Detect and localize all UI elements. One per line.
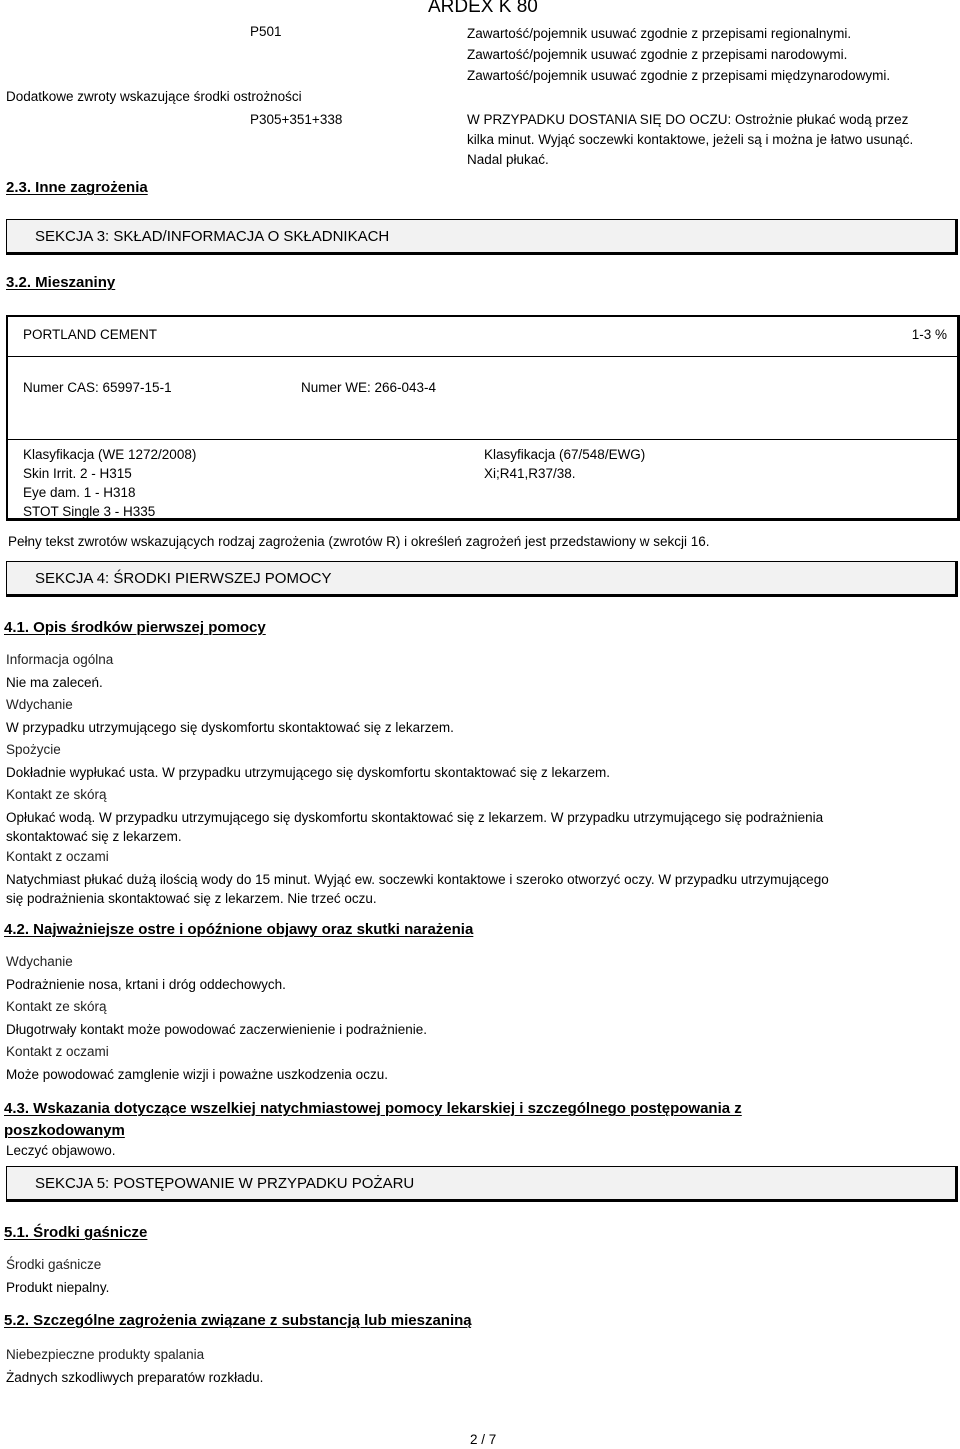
p501-line-1: Zawartość/pojemnik usuwać zgodnie z przepisami regionalnymi. — [467, 26, 852, 41]
item-text: Długotrwały kontakt może powodować zaczerwienienie i podrażnienie. — [6, 1022, 427, 1037]
item-text: Produkt niepalny. — [6, 1280, 110, 1295]
item-text: Podrażnienie nosa, krtani i dróg oddechowych. — [6, 977, 286, 992]
item-text: Opłukać wodą. W przypadku utrzymującego się dyskomfortu skontaktować się z lekarzem. W przypadku utrzymującego się podrażnienia — [6, 810, 824, 825]
ingredient-table — [6, 315, 960, 521]
item-label: Kontakt z oczami — [6, 849, 109, 864]
item-text: W przypadku utrzymującego się dyskomfortu skontaktować się z lekarzem. — [6, 720, 454, 735]
heading-5-2: 5.2. Szczególne zagrożenia związane z substancją lub mieszaniną — [4, 1312, 472, 1329]
item-text: Może powodować zamglenie wizji i poważne uszkodzenia oczu. — [6, 1067, 388, 1082]
page-number: 2 / 7 — [470, 1432, 497, 1447]
item-label: Środki gaśnicze — [6, 1257, 102, 1272]
p305-line-1: W PRZYPADKU DOSTANIA SIĘ DO OCZU: Ostrożnie płukać wodą przez — [467, 112, 909, 127]
clp-title: Klasyfikacja (WE 1272/2008) — [23, 447, 197, 462]
p501-code: P501 — [250, 24, 282, 39]
item-label: Wdychanie — [6, 697, 73, 712]
precautionary-label: Dodatkowe zwroty wskazujące środki ostrożności — [6, 89, 302, 104]
item-label: Kontakt ze skórą — [6, 787, 107, 802]
ingredient-we: Numer WE: 266-043-4 — [301, 380, 437, 395]
item-text: Leczyć objawowo. — [6, 1143, 116, 1158]
ingredient-name: PORTLAND CEMENT — [23, 327, 158, 342]
item-text: Nie ma zaleceń. — [6, 675, 103, 690]
section-4-bar — [6, 561, 958, 597]
item-label: Kontakt ze skórą — [6, 999, 107, 1014]
heading-4-2: 4.2. Najważniejsze ostre i opóźnione objawy oraz skutki narażenia — [4, 921, 474, 938]
p501-line-2: Zawartość/pojemnik usuwać zgodnie z przepisami narodowymi. — [467, 47, 848, 62]
item-label: Wdychanie — [6, 954, 73, 969]
ingredient-separator — [8, 356, 957, 357]
dsd-title: Klasyfikacja (67/548/EWG) — [484, 447, 646, 462]
heading-3-2: 3.2. Mieszaniny — [6, 274, 116, 291]
p501-line-3: Zawartość/pojemnik usuwać zgodnie z przepisami międzynarodowymi. — [467, 68, 891, 83]
item-text: Natychmiast płukać dużą ilością wody do 15 minut. Wyjąć ew. soczewki kontaktowe i szeroko otworzyć oczy. W przypadku utrzymującego — [6, 872, 829, 887]
section-3-title: SEKCJA 3: SKŁAD/INFORMACJA O SKŁADNIKACH — [35, 228, 390, 245]
heading-4-1: 4.1. Opis środków pierwszej pomocy — [4, 619, 266, 636]
heading-5-1: 5.1. Środki gaśnicze — [4, 1224, 148, 1241]
document-title: ARDEX K 80 — [428, 0, 538, 17]
section-5-bar — [6, 1166, 958, 1202]
ingredient-percent: 1-3 % — [911, 327, 947, 342]
p305-line-3: Nadal płukać. — [467, 152, 549, 167]
clp-line: STOT Single 3 - H335 — [23, 504, 156, 519]
clp-line: Eye dam. 1 - H318 — [23, 485, 136, 500]
item-label: Kontakt z oczami — [6, 1044, 109, 1059]
item-text: skontaktować się z lekarzem. — [6, 829, 182, 844]
section-3-note: Pełny tekst zwrotów wskazujących rodzaj zagrożenia (zwrotów R) i określeń zagrożeń jest przedstawiony w sekcji 16. — [8, 534, 710, 549]
ingredient-cas: Numer CAS: 65997-15-1 — [23, 380, 172, 395]
section-5-title: SEKCJA 5: POSTĘPOWANIE W PRZYPADKU POŻARU — [35, 1175, 415, 1192]
p305-code: P305+351+338 — [250, 112, 343, 127]
ingredient-separator — [8, 439, 957, 440]
section-4-title: SEKCJA 4: ŚRODKI PIERWSZEJ POMOCY — [35, 570, 332, 587]
section-3-bar — [6, 219, 958, 255]
item-label: Niebezpieczne produkty spalania — [6, 1347, 205, 1362]
item-label: Informacja ogólna — [6, 652, 114, 667]
heading-2-3: 2.3. Inne zagrożenia — [6, 179, 148, 196]
item-text: Żadnych szkodliwych preparatów rozkładu. — [6, 1370, 264, 1385]
p305-line-2: kilka minut. Wyjąć soczewki kontaktowe, jeżeli są i można je łatwo usunąć. — [467, 132, 914, 147]
dsd-line: Xi;R41,R37/38. — [484, 466, 576, 481]
heading-4-3-cont: poszkodowanym — [4, 1122, 125, 1139]
clp-line: Skin Irrit. 2 - H315 — [23, 466, 132, 481]
item-text: się podrażnienia skontaktować się z lekarzem. Nie trzeć oczu. — [6, 891, 377, 906]
item-label: Spożycie — [6, 742, 61, 757]
heading-4-3: 4.3. Wskazania dotyczące wszelkiej natychmiastowej pomocy lekarskiej i szczególnego postępowania z — [4, 1100, 742, 1117]
item-text: Dokładnie wypłukać usta. W przypadku utrzymującego się dyskomfortu skontaktować się z lekarzem. — [6, 765, 610, 780]
